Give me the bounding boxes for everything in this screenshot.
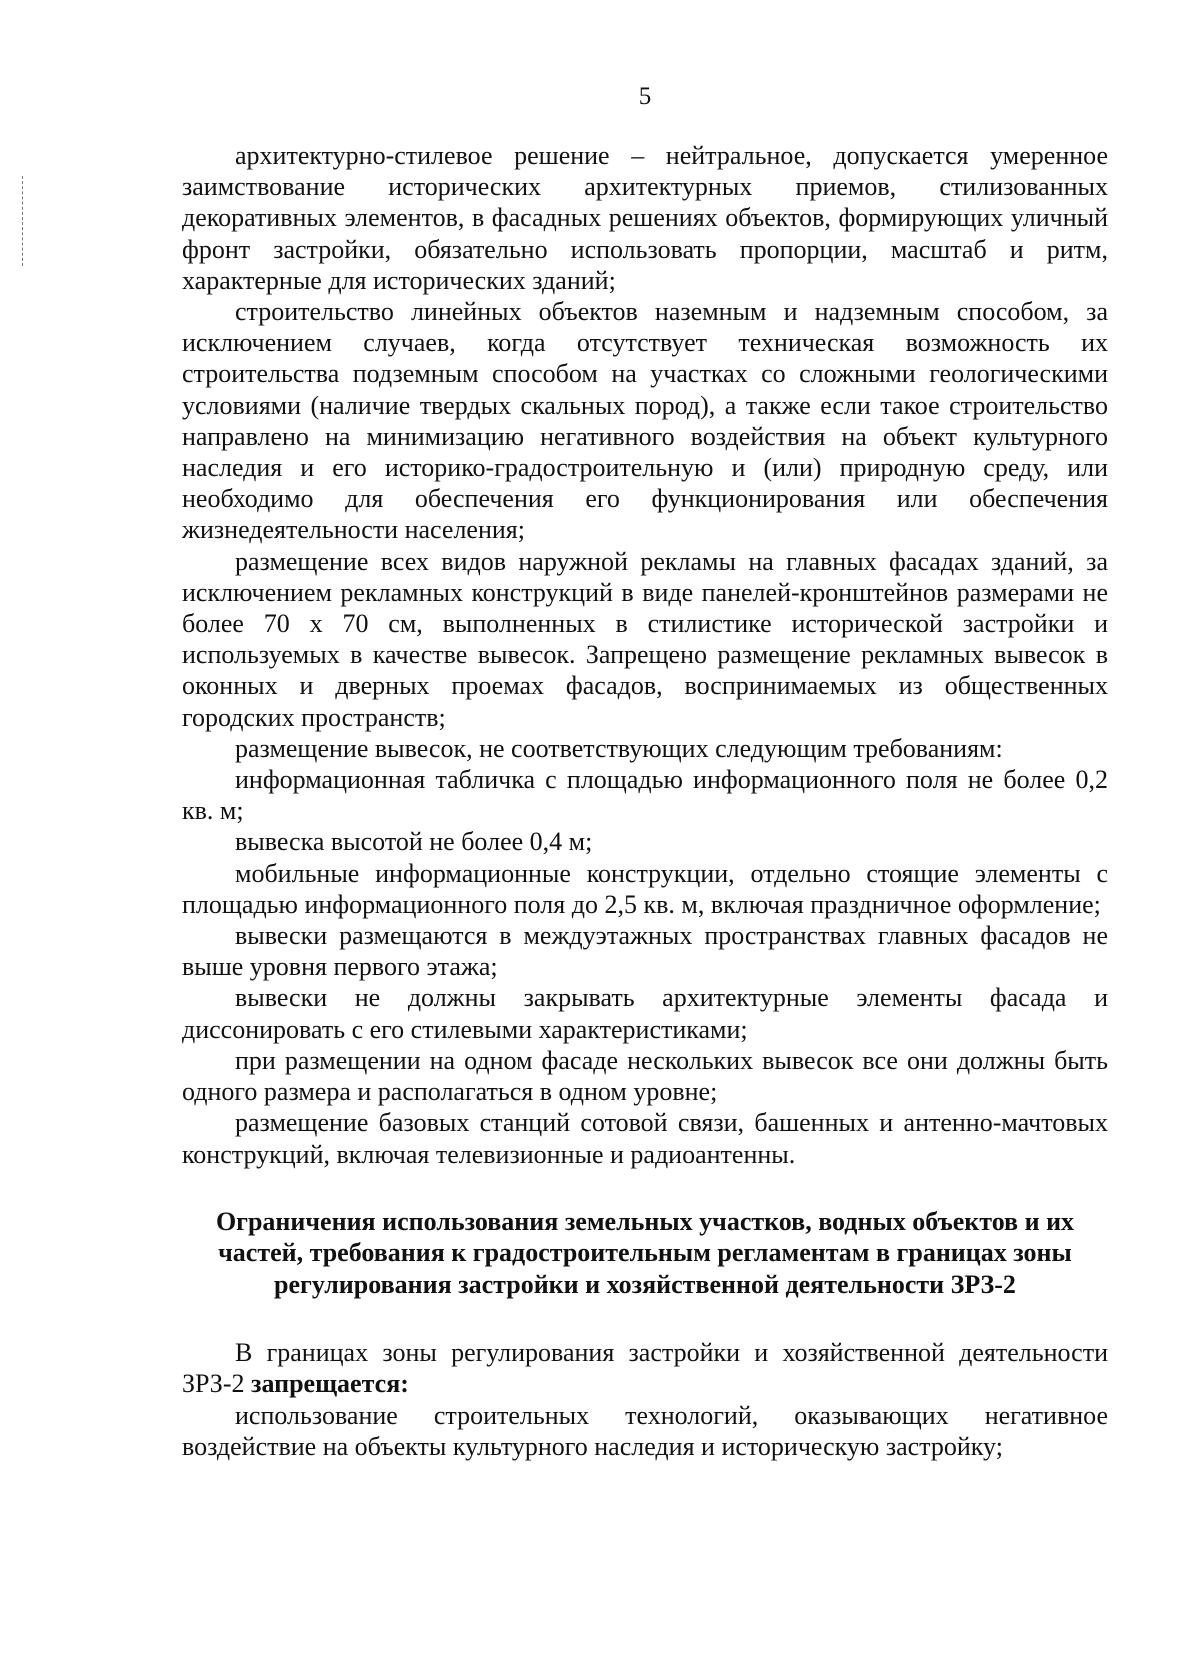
paragraph-sign-elements: вывески не должны закрывать архитектурные элементы фасада и диссонировать с его стилевыми характеристиками;	[182, 983, 1108, 1044]
paragraph-intro	[182, 1337, 1108, 1399]
page-number: 5	[638, 83, 652, 110]
paragraph-signs-requirements: размещение вывесок, не соответствующих следующим требованиям:	[235, 733, 1003, 763]
paragraph-construction-technologies: использование строительных технологий, оказывающих негативное воздействие на объекты культурного наследия и историческую застройку;	[182, 1400, 1108, 1461]
section-heading: Ограничения использования земельных участков, водных объектов и их частей, требования к градостроительным регламентам в границах зоны регулирования застройки и хозяйственной деятельности ЗРЗ-2	[215, 1206, 1075, 1299]
margin-mark	[22, 176, 23, 266]
paragraph-architectural-style: архитектурно-стилевое решение – нейтральное, допускается умеренное заимствование исторических архитектурных приемов, стилизованных декоративных элементов, в фасадных решениях объектов, формирующих уличный фронт застройки, обязательно использовать пропорции, масштаб и ритм, характерные для исторических зданий;	[182, 141, 1108, 295]
document-body	[182, 140, 1108, 1462]
intro-suffix: :	[400, 1369, 409, 1399]
paragraph-multiple-signs: при размещении на одном фасаде нескольких вывесок все они должны быть одного размера и располагаться в одном уровне;	[182, 1045, 1108, 1107]
paragraph-sign-placement: вывески размещаются в междуэтажных пространствах главных фасадов не выше уровня первого этажа;	[182, 921, 1108, 982]
paragraph-base-stations: размещение базовых станций сотовой связи, башенных и антенно-мачтовых конструкций, включая телевизионные и радиоантенны.	[182, 1108, 1108, 1169]
intro-text: В границах зоны регулирования застройки и хозяйственной деятельности ЗРЗ-2	[182, 1338, 1108, 1399]
paragraph-info-plate: информационная табличка с площадью информационного поля не более 0,2 кв. м;	[182, 765, 1108, 826]
paragraph-linear-objects: строительство линейных объектов наземным и надземным способом, за исключением случаев, когда отсутствует техническая возможность их строительства подземным способом на участках со сложными геологическими условиями (наличие твердых скальных пород), а также если такое строительство направлено на минимизацию негативного воздействия на объект культурного наследия и его историко-градостроительную и (или) природную среду, или необходимо для обеспечения его функционирования или обеспечения жизнедеятельности населения;	[182, 297, 1108, 545]
paragraph-mobile-structures: мобильные информационные конструкции, отдельно стоящие элементы с площадью информационного поля до 2,5 кв. м, включая праздничное оформление;	[182, 858, 1108, 919]
paragraph-sign-height: вывеска высотой не более 0,4 м;	[235, 827, 593, 857]
intro-emphasis: запрещается	[251, 1369, 401, 1399]
paragraph-outdoor-advertising: размещение всех видов наружной рекламы на главных фасадах зданий, за исключением рекламных конструкций в виде панелей-кронштейнов размерами не более 70 х 70 см, выполненных в стилистике исторической застройки и используемых в качестве вывесок. Запрещено размещение рекламных вывесок в оконных и дверных проемах фасадов, воспринимаемых из общественных городских пространств;	[182, 546, 1108, 732]
